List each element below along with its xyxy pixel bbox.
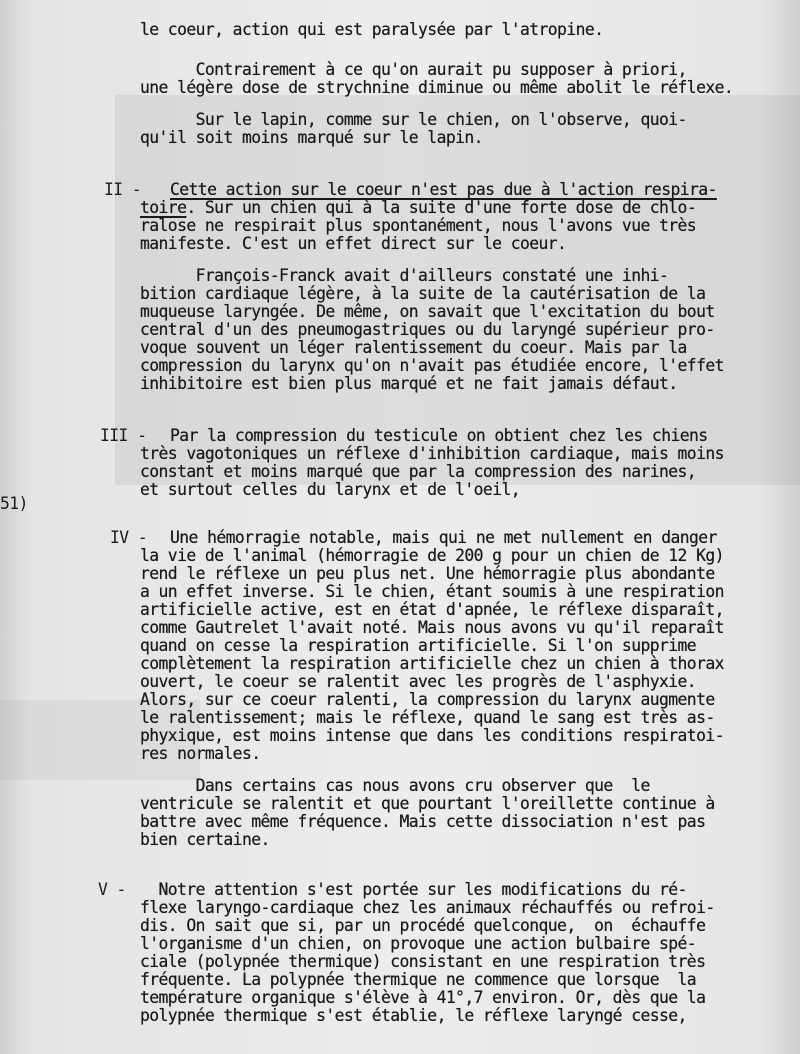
- text-line: la vie de l'animal (hémorragie de 200 g pour un chien de 12 Kg): [140, 546, 724, 565]
- text-line: compression du larynx qu'on n'avait pas étudiée encore, l'effet: [140, 356, 724, 375]
- text-line: dis. On sait que si, par un procédé quelconque, on échauffe: [140, 916, 706, 935]
- text-line: ralose ne respirait plus spontanément, nous l'avons vue très: [140, 216, 697, 235]
- text-line: ouvert, le coeur se ralentit avec les progrès de l'asphyxie.: [140, 672, 697, 691]
- text-line: phyxique, est moins intense que dans les conditions respiratoi-: [140, 726, 724, 745]
- text-line: ciale (polypnée thermique) consistant en une respiration très: [140, 952, 706, 971]
- text-line: constant et moins marqué que par la compression des narines,: [140, 462, 697, 481]
- text-line: voque souvent un léger ralentissement du coeur. Mais par la: [140, 338, 687, 357]
- text-line: ventricule se ralentit et que pourtant l'oreillette continue à: [140, 794, 715, 813]
- text-line: manifeste. C'est un effet direct sur le coeur.: [140, 234, 567, 253]
- text-line: comme Gautrelet l'avait noté. Mais nous avons vu qu'il reparaît: [140, 618, 724, 637]
- text-line: bien certaine.: [140, 830, 270, 849]
- text-line: Par la compression du testicule on obtient chez les chiens: [170, 426, 708, 445]
- text-line: très vagotoniques un réflexe d'inhibition cardiaque, mais moins: [140, 444, 724, 463]
- text-line: polypnée thermique s'est établie, le réflexe laryngé cesse,: [140, 1006, 687, 1025]
- text-fragment: . Sur un chien qui à la suite d'une forte dose de chlo-: [186, 198, 697, 217]
- text-line: artificielle active, est en état d'apnée, le réflexe disparaît,: [140, 600, 724, 619]
- text-line: et surtout celles du larynx et de l'oeil,: [140, 480, 520, 499]
- section-marker: II -: [104, 180, 142, 199]
- text-line: une légère dose de strychnine diminue ou même abolit le réflexe.: [140, 78, 734, 97]
- text-line: res normales.: [140, 744, 261, 763]
- text-line: Sur le lapin, comme sur le chien, on l'observe, quoi-: [140, 110, 687, 129]
- text-line: Notre attention s'est portée sur les modifications du ré-: [140, 880, 687, 899]
- text-line: Une hémorragie notable, mais qui ne met nullement en danger: [170, 528, 717, 547]
- text-line: muqueuse laryngée. De même, on savait que l'excitation du bout: [140, 302, 715, 321]
- text-line: qu'il soit moins marqué sur le lapin.: [140, 128, 483, 147]
- text-line: l'organisme d'un chien, on provoque une action bulbaire spé-: [140, 934, 697, 953]
- text-line: battre avec même fréquence. Mais cette dissociation n'est pas: [140, 812, 706, 831]
- text-line: rend le réflexe un peu plus net. Une hémorragie plus abondante: [140, 564, 715, 583]
- text-line: central d'un des pneumogastriques ou du laryngé supérieur pro-: [140, 320, 715, 339]
- text-line: inhibitoire est bien plus marqué et ne fait jamais défaut.: [140, 374, 678, 393]
- margin-note: 51): [0, 494, 28, 513]
- section-marker: V -: [98, 880, 126, 899]
- text-line: le ralentissement; mais le réflexe, quand le sang est très as-: [140, 708, 715, 727]
- text-line: [140, 198, 696, 218]
- text-line: François-Franck avait d'ailleurs constaté une inhi-: [140, 266, 669, 285]
- text-line: le coeur, action qui est paralysée par l'atropine.: [140, 20, 604, 39]
- text-line: température organique s'élève à 41°,7 environ. Or, dès que la: [140, 988, 706, 1007]
- section-heading: Cette action sur le coeur n'est pas due à l'action respira-: [170, 180, 717, 199]
- section-marker: IV -: [110, 528, 148, 547]
- text-line: a un effet inverse. Si le chien, étant soumis à une respiration: [140, 582, 724, 601]
- text-line: Contrairement à ce qu'on aurait pu supposer à priori,: [140, 60, 687, 79]
- text-line: Alors, sur ce coeur ralenti, la compression du larynx augmente: [140, 690, 715, 709]
- text-line: complètement la respiration artificielle chez un chien à thorax: [140, 654, 724, 673]
- text-line: flexe laryngo-cardiaque chez les animaux réchauffés ou refroi-: [140, 898, 715, 917]
- text-line: Dans certains cas nous avons cru observer que le: [140, 776, 650, 795]
- text-line: quand on cesse la respiration artificielle. Si l'on supprime: [140, 636, 697, 655]
- text-line: fréquente. La polypnée thermique ne commence que lorsque la: [140, 970, 697, 989]
- section-marker: III -: [100, 426, 147, 445]
- text-line: bition cardiaque légère, à la suite de la cautérisation de la: [140, 284, 706, 303]
- section-heading-tail: toire: [140, 198, 187, 217]
